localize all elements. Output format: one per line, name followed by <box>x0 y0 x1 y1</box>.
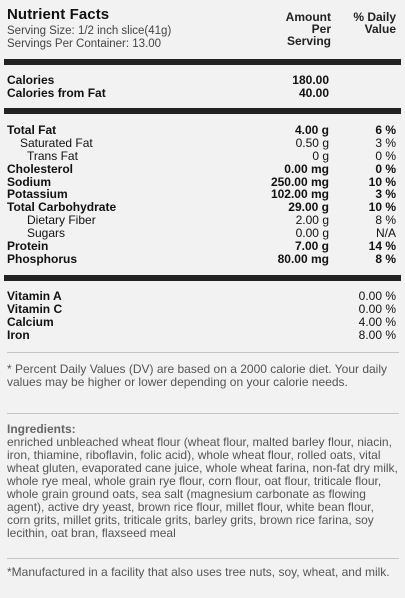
nutrient-dv: 0 % <box>375 149 396 163</box>
nutrient-dv: 8.00 % <box>358 328 396 342</box>
vitamin-row <box>7 329 399 341</box>
nutrient-name: Sodium <box>7 175 51 189</box>
nutrient-name: Vitamin C <box>7 302 63 316</box>
nutrient-name: Total Carbohydrate <box>7 200 117 214</box>
nutrient-name: Calories from Fat <box>7 86 106 100</box>
nutrient-dv: 0.00 % <box>358 302 396 316</box>
nutrient-name: Trans Fat <box>27 149 78 163</box>
nutrient-amount: 250.00 mg <box>270 175 329 189</box>
thick-divider <box>4 108 401 114</box>
nutrient-amount: 180.00 <box>292 73 329 87</box>
nutrient-dv: N/A <box>375 226 396 240</box>
thick-divider <box>4 275 401 281</box>
heading-line: Per <box>311 22 331 36</box>
serving-size: Serving Size: 1/2 inch slice(41g) <box>7 25 172 37</box>
calories-from-fat-row <box>7 87 399 99</box>
nutrient-amount: 0.00 g <box>295 226 329 240</box>
nutrient-dv: 10 % <box>368 175 396 189</box>
nutrient-dv: 6 % <box>375 123 396 137</box>
nutrient-dv: 0 % <box>375 162 396 176</box>
nutrient-dv: 4.00 % <box>358 315 396 329</box>
nutrient-amount: 80.00 mg <box>277 252 329 266</box>
ingredients-text: enriched unbleached wheat flour (wheat flour, malted barley flour, niacin, iron, thiamine, riboflavin, folic acid), whole wheat flour, rolled oats, vital wheat gluten, evaporated cane juice, whole wheat farina, non-fat dry milk, whole rye meal, whole grain rye flour, corn flour, oat flour, triticale flour, whole grain ground oats, sea salt (magnesium carbonate as flowing agent), active dry yeast, brown rice flour, millet flour, white bean flour, corn grits, millet grits, triticale grits, barley grits, brown rice farina, soy lecithin, oat bran, flaxseed meal <box>7 435 398 540</box>
nutrient-row <box>7 253 399 265</box>
nutrient-name: Potassium <box>7 187 68 201</box>
facility-note: *Manufactured in a facility that also uses tree nuts, soy, wheat, and milk. <box>7 565 390 579</box>
nutrient-name: Total Fat <box>7 123 57 137</box>
divider <box>7 352 399 353</box>
nutrient-row <box>7 214 399 226</box>
nutrient-dv: 8 % <box>375 213 396 227</box>
vitamin-row <box>7 316 399 328</box>
divider <box>7 558 399 559</box>
amount-per-serving-heading <box>261 11 331 47</box>
ingredients-section <box>7 423 399 540</box>
nutrient-amount: 2.00 g <box>295 213 329 227</box>
vitamin-row <box>7 303 399 315</box>
vitamin-row <box>7 290 399 302</box>
label-title: Nutrient Facts <box>7 6 110 23</box>
nutrient-name: Calcium <box>7 315 54 329</box>
nutrient-name: Cholesterol <box>7 162 74 176</box>
nutrient-row <box>7 227 399 239</box>
nutrient-row <box>7 150 399 162</box>
nutrient-amount: 29.00 g <box>288 200 329 214</box>
nutrient-name: Saturated Fat <box>20 136 93 150</box>
heading-line: % Daily <box>353 10 396 24</box>
nutrient-row <box>7 201 399 213</box>
heading-line: Value <box>364 22 396 36</box>
nutrient-dv: 3 % <box>375 187 396 201</box>
nutrient-dv: 3 % <box>375 136 396 150</box>
nutrient-name: Iron <box>7 328 30 342</box>
nutrient-amount: 4.00 g <box>294 123 329 137</box>
label-header <box>7 6 399 50</box>
nutrient-amount: 7.00 g <box>294 239 329 253</box>
nutrient-dv: 8 % <box>375 252 396 266</box>
thick-divider <box>4 59 401 65</box>
nutrient-name: Calories <box>7 73 55 87</box>
nutrient-name: Protein <box>7 239 49 253</box>
nutrient-row <box>7 188 399 200</box>
nutrient-dv: 10 % <box>368 200 396 214</box>
ingredients-label: Ingredients: <box>7 422 76 436</box>
heading-line: Serving <box>286 34 331 48</box>
calories-row <box>7 74 399 86</box>
nutrient-dv: 0.00 % <box>358 289 396 303</box>
nutrient-amount: 0 g <box>312 149 329 163</box>
servings-per-container: Servings Per Container: 13.00 <box>7 38 162 50</box>
heading-line: Amount <box>285 10 331 24</box>
nutrient-name: Vitamin A <box>7 289 62 303</box>
divider <box>7 413 399 414</box>
nutrient-dv: 14 % <box>368 239 396 253</box>
nutrient-amount: 0.50 g <box>295 136 329 150</box>
nutrient-name: Phosphorus <box>7 252 78 266</box>
nutrient-amount: 102.00 mg <box>270 187 329 201</box>
nutrient-amount: 0.00 mg <box>284 162 329 176</box>
nutrient-row <box>7 163 399 175</box>
nutrient-row <box>7 240 399 252</box>
nutrient-row <box>7 124 399 136</box>
daily-value-heading <box>334 11 396 35</box>
nutrient-name: Dietary Fiber <box>27 213 96 227</box>
nutrient-name: Sugars <box>27 226 66 240</box>
nutrient-amount: 40.00 <box>298 86 329 100</box>
daily-value-note: * Percent Daily Values (DV) are based on a 2000 calorie diet. Your daily values may be higher or lower depending on your calorie needs. <box>7 362 387 389</box>
nutrient-row <box>7 137 399 149</box>
